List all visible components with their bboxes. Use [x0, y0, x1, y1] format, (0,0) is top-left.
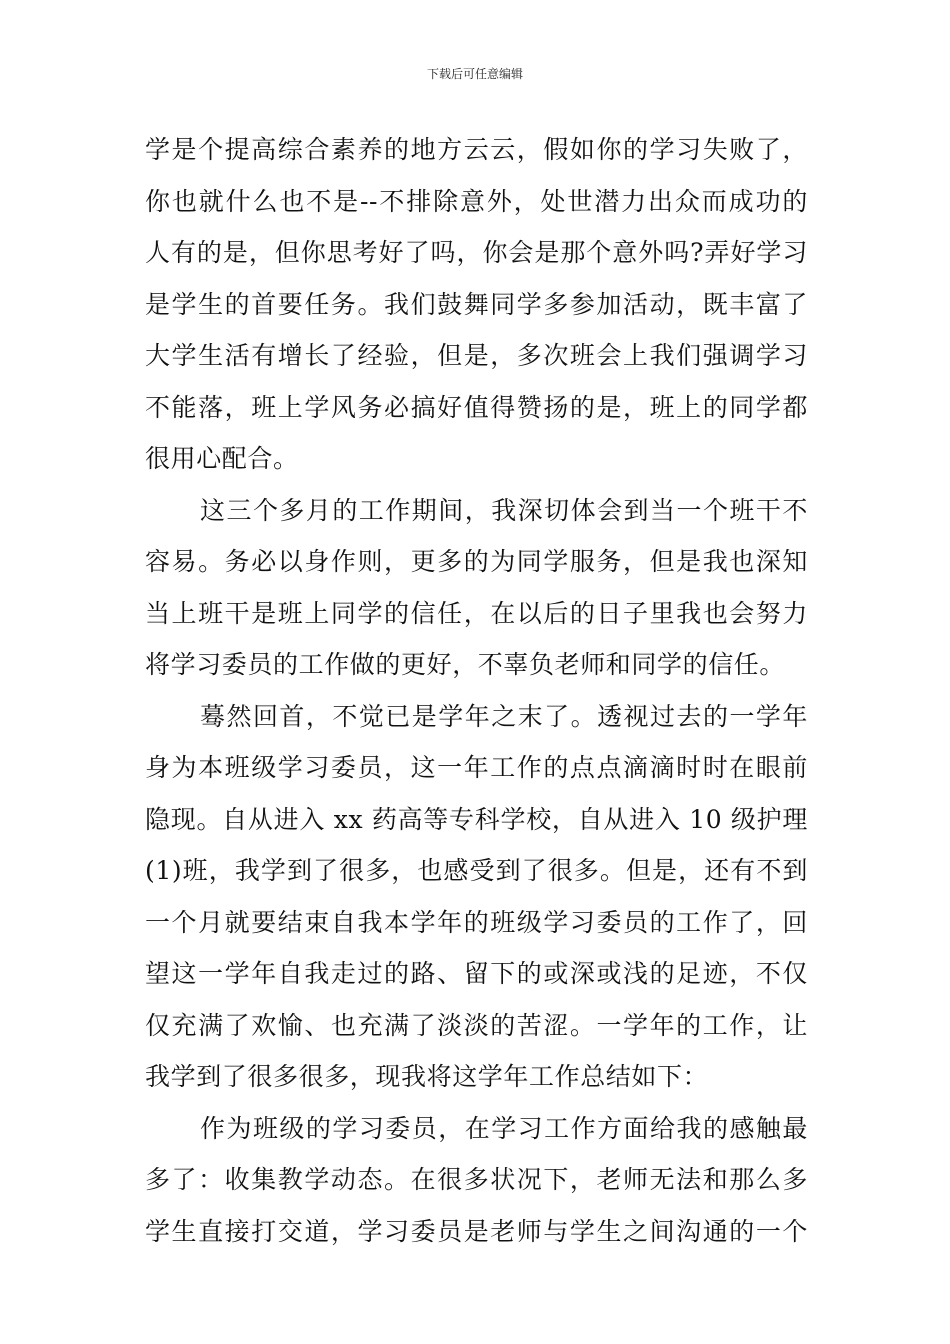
text-line: 是学生的首要任务。我们鼓舞同学多参加活动，既丰富了 [145, 289, 808, 319]
paragraph-4 [145, 1103, 808, 1258]
text-line: 学生直接打交道，学习委员是老师与学生之间沟通的一个 [145, 1216, 808, 1246]
text-line: 多了：收集教学动态。在很多状况下，老师无法和那么多 [145, 1165, 808, 1194]
text-line: 当上班干是班上同学的信任，在以后的日子里我也会努力 [145, 598, 808, 628]
paragraph-3 [145, 691, 808, 1103]
text-line: 不能落，班上学风务必搞好值得赞扬的是，班上的同学都 [145, 392, 808, 422]
text-line: 一个月就要结束自我本学年的班级学习委员的工作了，回 [145, 907, 808, 937]
text-line: 容易。务必以身作则，更多的为同学服务，但是我也深知 [145, 547, 808, 576]
document-body [145, 124, 808, 1257]
text-line: 我学到了很多很多，现我将这学年工作总结如下： [145, 1062, 709, 1091]
text-line: 隐现。自从进入 xx 药高等专科学校，自从进入 10 级护理 [145, 804, 808, 834]
text-line: 很用心配合。 [145, 444, 299, 473]
text-line: 作为班级的学习委员，在学习工作方面给我的感触最 [200, 1113, 808, 1143]
text-line: 身为本班级学习委员，这一年工作的点点滴滴时时在眼前 [145, 753, 808, 782]
paragraph-1 [145, 124, 808, 485]
paragraph-2 [145, 485, 808, 691]
text-line: 你也就什么也不是--不排除意外，处世潜力出众而成功的 [145, 186, 808, 216]
text-line: 蓦然回首，不觉已是学年之末了。透视过去的一学年 [200, 701, 808, 731]
text-line: 大学生活有增长了经验，但是，多次班会上我们强调学习 [145, 341, 808, 370]
text-line: 仅充满了欢愉、也充满了淡淡的苦涩。一学年的工作，让 [145, 1010, 808, 1040]
text-line: 这三个多月的工作期间，我深切体会到当一个班干不 [200, 495, 808, 525]
page-header: 下载后可任意编辑 [426, 67, 523, 81]
text-line: 学是个提高综合素养的地方云云，假如你的学习失败了， [145, 135, 808, 164]
text-line: 望这一学年自我走过的路、留下的或深或浅的足迹，不仅 [145, 959, 808, 988]
text-line: 人有的是，但你思考好了吗，你会是那个意外吗?弄好学习 [145, 238, 808, 267]
text-line: 将学习委员的工作做的更好，不辜负老师和同学的信任。 [145, 650, 786, 679]
text-line: (1)班，我学到了很多，也感受到了很多。但是，还有不到 [145, 856, 808, 885]
